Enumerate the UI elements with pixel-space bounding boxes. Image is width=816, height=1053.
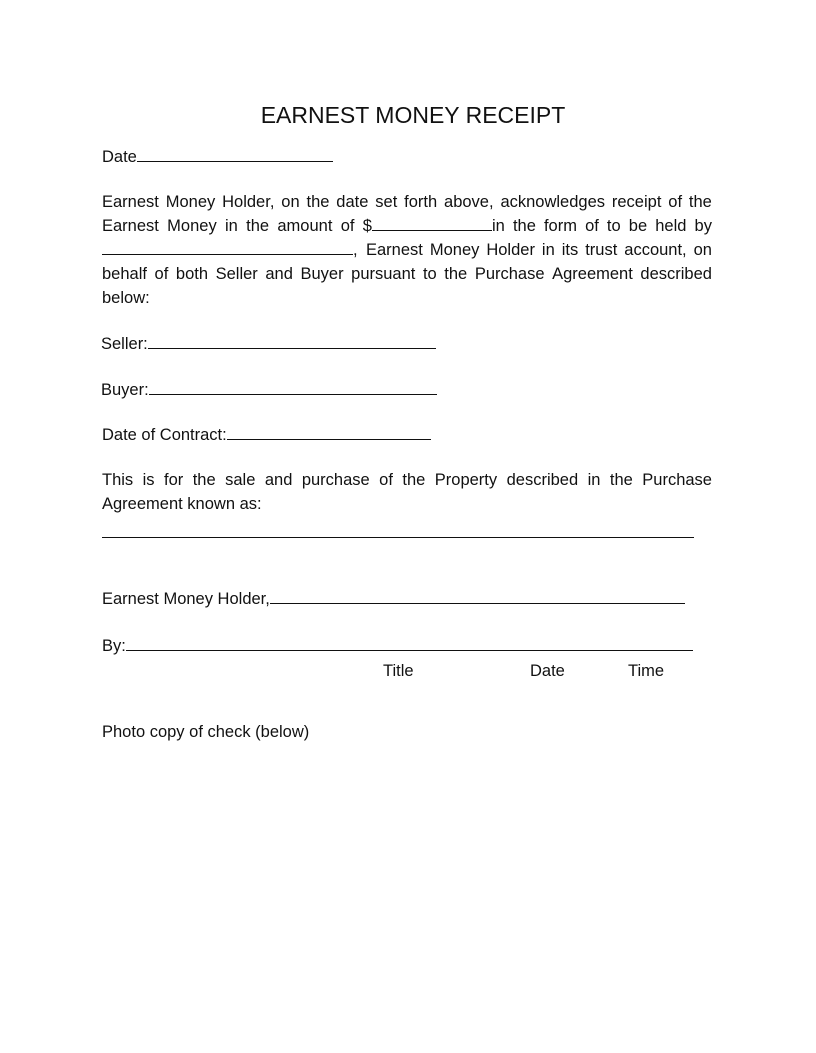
word: Agreement [552, 265, 633, 283]
word: the [246, 217, 270, 235]
word: receipt [611, 193, 662, 211]
word: the [609, 471, 633, 489]
word: sale [225, 471, 256, 489]
date-blank[interactable] [137, 147, 333, 162]
word: This [102, 471, 134, 489]
word: Purchase [474, 265, 545, 283]
buyer-field [101, 380, 437, 400]
word: Holder [486, 241, 535, 259]
word: account, [624, 241, 687, 259]
word: Earnest [102, 217, 159, 235]
word: by [694, 217, 712, 235]
word: in [225, 217, 238, 235]
holder-blank[interactable] [270, 589, 685, 604]
paragraph1-line3-text [366, 240, 712, 260]
word: $ [362, 217, 372, 235]
word: to [606, 217, 621, 235]
word: the [192, 471, 216, 489]
word: pursuant [351, 265, 416, 283]
word: Buyer [300, 265, 344, 283]
word: Purchase [642, 471, 712, 489]
holder-label: Earnest Money Holder, [102, 590, 270, 608]
paragraph1-line1 [102, 192, 712, 212]
holder-name-blank[interactable] [102, 240, 353, 255]
word: is [142, 471, 155, 489]
word: both [175, 265, 209, 283]
word: in [541, 241, 555, 259]
word: and [265, 265, 293, 283]
word: of [668, 193, 683, 211]
word: forth [404, 193, 438, 211]
word: the [444, 265, 468, 283]
word: the [306, 193, 330, 211]
word: acknowledges [500, 193, 606, 211]
photo-copy-label: Photo copy of check (below) [102, 723, 310, 741]
date-field [102, 147, 333, 167]
word: Seller [215, 265, 258, 283]
paragraph1-line2-b [492, 216, 712, 236]
word: behalf [102, 265, 147, 283]
seller-field [101, 334, 436, 354]
by-field [102, 636, 693, 656]
word: be [628, 217, 648, 235]
buyer-label: Buyer: [101, 381, 149, 399]
word: to [422, 265, 437, 283]
sub-label-title: Title [383, 662, 414, 680]
paragraph2-line2: Agreement known as: [102, 495, 262, 513]
holder-name-field [102, 240, 358, 260]
word: its [561, 241, 579, 259]
date-of-contract-blank[interactable] [227, 425, 431, 440]
word: purchase [301, 471, 370, 489]
word: Money [429, 241, 480, 259]
property-blank[interactable] [102, 537, 694, 538]
word: form [543, 217, 577, 235]
word: Property [434, 471, 498, 489]
by-label: By: [102, 637, 126, 655]
word: trust [585, 241, 618, 259]
word: amount [277, 217, 333, 235]
word: held [655, 217, 687, 235]
seller-blank[interactable] [148, 334, 436, 349]
date-of-contract-label: Date of Contract: [102, 426, 227, 444]
amount-blank[interactable] [372, 216, 492, 231]
word: of [379, 471, 393, 489]
date-of-contract-field [102, 425, 431, 445]
word: described [640, 265, 712, 283]
by-blank[interactable] [126, 636, 693, 651]
word: above, [444, 193, 494, 211]
word: of [154, 265, 169, 283]
word: Holder, [222, 193, 275, 211]
paragraph2-line1 [102, 470, 712, 490]
document-title: EARNEST MONEY RECEIPT [260, 102, 566, 128]
word: in [587, 471, 601, 489]
word: described [506, 471, 579, 489]
word: for [164, 471, 184, 489]
word: and [264, 471, 293, 489]
buyer-blank[interactable] [149, 380, 437, 395]
word: the [512, 217, 536, 235]
paragraph1-line4 [102, 264, 712, 284]
comma: , [353, 241, 358, 259]
word: date [336, 193, 369, 211]
paragraph1-line2-a [102, 216, 372, 236]
seller-label: Seller: [101, 335, 148, 353]
word: Earnest [366, 241, 423, 259]
paragraph1-line2 [102, 216, 712, 236]
sub-label-time: Time [628, 662, 665, 680]
word: the [402, 471, 426, 489]
word: Money [165, 193, 216, 211]
word: in [492, 217, 505, 235]
paragraph1-line3 [102, 240, 712, 260]
word: of [340, 217, 355, 235]
word: of [585, 217, 599, 235]
holder-field [102, 589, 685, 609]
word: on [693, 241, 712, 259]
word: set [375, 193, 398, 211]
date-label: Date [102, 148, 137, 166]
word: Earnest [102, 193, 159, 211]
word: on [281, 193, 300, 211]
sub-label-date: Date [530, 662, 565, 680]
word: Money [167, 217, 217, 235]
paragraph1-line5: below: [102, 289, 150, 307]
word: the [688, 193, 712, 211]
